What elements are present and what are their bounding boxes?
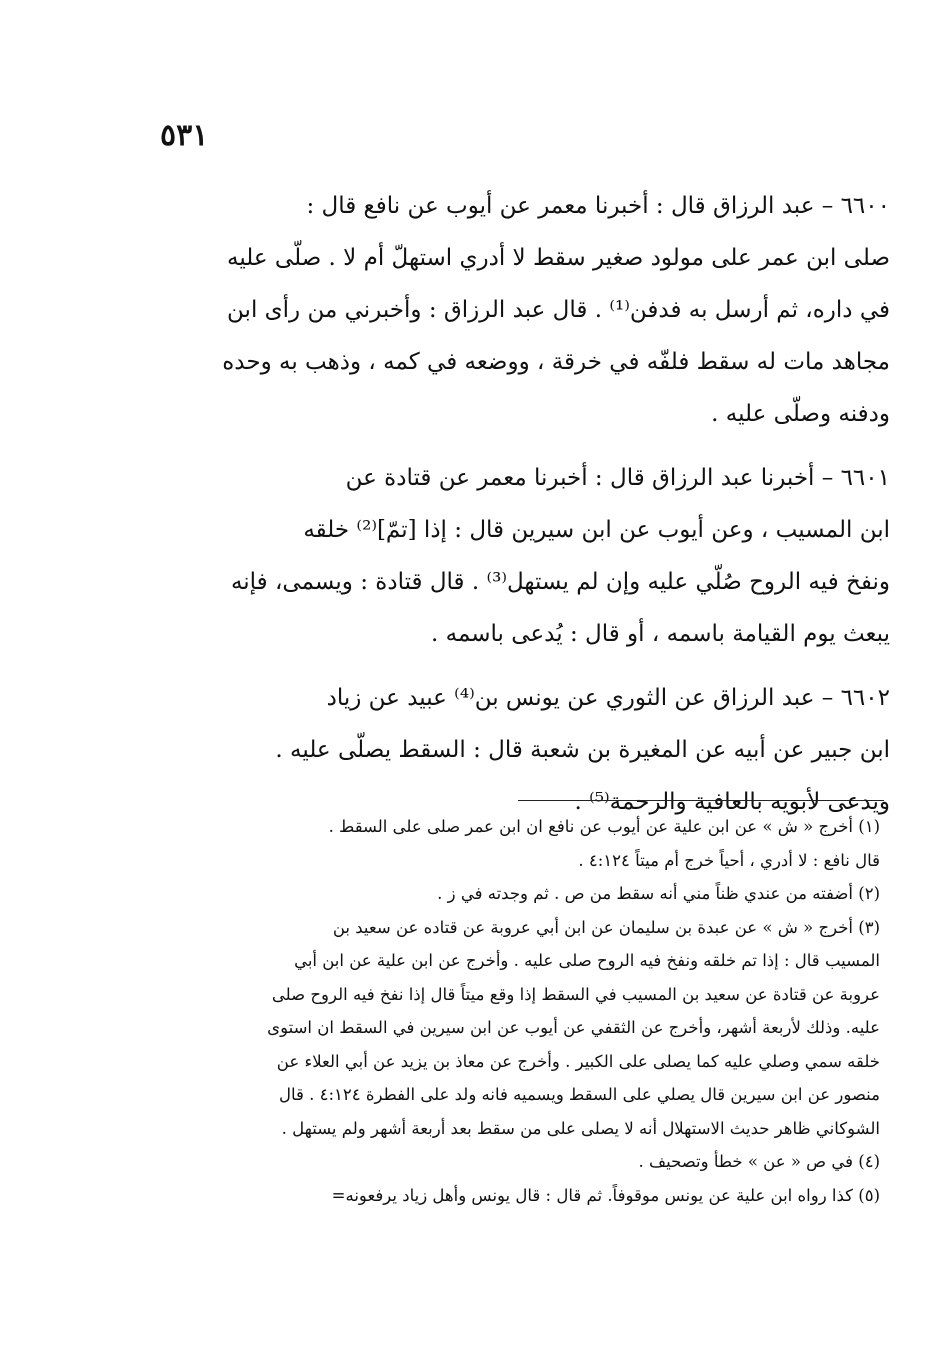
text-line: مجاهد مات له سقط فلفّه في خرقة ، ووضعه في كمه ، وذهب به وحده — [222, 349, 890, 375]
footnote-line: منصور عن ابن سيرين قال يصلي على السقط ويسميه فانه ولد على الفطرة ٤:١٢٤ . قال — [278, 1085, 880, 1104]
text-line: ونفخ فيه الروح صُلّي عليه وإن لم يستهل⁽³⁾ . قال قتادة : ويسمى، فإنه — [230, 569, 890, 595]
hadith-6601 — [172, 452, 890, 660]
text-line: ٦٦٠١ – أخبرنا عبد الرزاق قال : أخبرنا معمر عن قتادة عن — [345, 465, 890, 491]
text-line: صلى ابن عمر على مولود صغير سقط لا أدري استهلّ أم لا . صلّى عليه — [227, 245, 890, 271]
footnote-line: عروبة عن قتادة عن سعيد بن المسيب في السقط إذا وقع ميتاً قال إذا نفخ فيه الروح صلى — [271, 984, 880, 1004]
footnote-divider — [518, 800, 884, 801]
text-line: يبعث يوم القيامة باسمه ، أو قال : يُدعى باسمه . — [431, 621, 890, 647]
footnote-line: عليه. وذلك لأربعة أشهر، وأخرج عن الثقفي عن أيوب عن ابن سيرين في السقط ان استوى — [267, 1018, 880, 1037]
main-text — [172, 180, 890, 840]
text-line: ودفنه وصلّى عليه . — [711, 401, 890, 427]
page-number: ٥٣١ — [160, 118, 209, 153]
footnote-line: (٣) أخرج « ش » عن عبدة بن سليمان عن ابن أبي عروبة عن قتاده عن سعيد بن — [332, 917, 880, 937]
footnote-line: قال نافع : لا أدري ، أحياً خرج أم ميتاً ٤:١٢٤ . — [578, 850, 880, 870]
footnote-line: (٥) كذا رواه ابن علية عن يونس موقوفاً. ثم قال : قال يونس وأهل زياد يرفعونه= — [331, 1185, 880, 1205]
footnote-line: المسيب قال : إذا تم خلقه ونفخ فيه الروح صلى عليه . وأخرج عن ابن علية عن ابن أبي — [294, 951, 880, 970]
text-line: ٦٦٠٠ – عبد الرزاق قال : أخبرنا معمر عن أيوب عن نافع قال : — [306, 193, 890, 219]
hadith-6600 — [172, 180, 890, 440]
footnote-line: الشوكاني ظاهر حديث الاستهلال أنه لا يصلى على من سقط بعد أربعة أشهر ولم يستهل . — [281, 1118, 880, 1138]
footnote-line: (١) أخرج « ش » عن ابن علية عن أيوب عن نافع ان ابن عمر صلى على السقط . — [328, 817, 880, 836]
text-line: ٦٦٠٢ – عبد الرزاق عن الثوري عن يونس بن⁽⁴⁾ عبيد عن زياد — [326, 685, 890, 711]
hadith-6602 — [172, 672, 890, 828]
footnote-line: (٤) في ص « عن » خطأ وتصحيف . — [638, 1152, 880, 1171]
text-line: ويدعى لأبويه بالعافية والرحمة⁽⁵⁾ . — [574, 789, 890, 815]
text-line: ابن جبير عن أبيه عن المغيرة بن شعبة قال : السقط يصلّى عليه . — [275, 737, 890, 763]
footnote-line: خلقه سمي وصلي عليه كما يصلى على الكبير . وأخرج عن معاذ بن يزيد عن أبي العلاء عن — [276, 1051, 880, 1071]
text-line: في داره، ثم أرسل به فدفن⁽¹⁾ . قال عبد الرزاق : وأخبرني من رأى ابن — [227, 297, 890, 323]
footnote-line: (٢) أضفته من عندي ظناً مني أنه سقط من ص . ثم وجدته في ز . — [437, 884, 880, 903]
footnotes — [180, 810, 880, 1212]
text-line: ابن المسيب ، وعن أيوب عن ابن سيرين قال : إذا [تمّ]⁽²⁾ خلقه — [303, 517, 890, 543]
